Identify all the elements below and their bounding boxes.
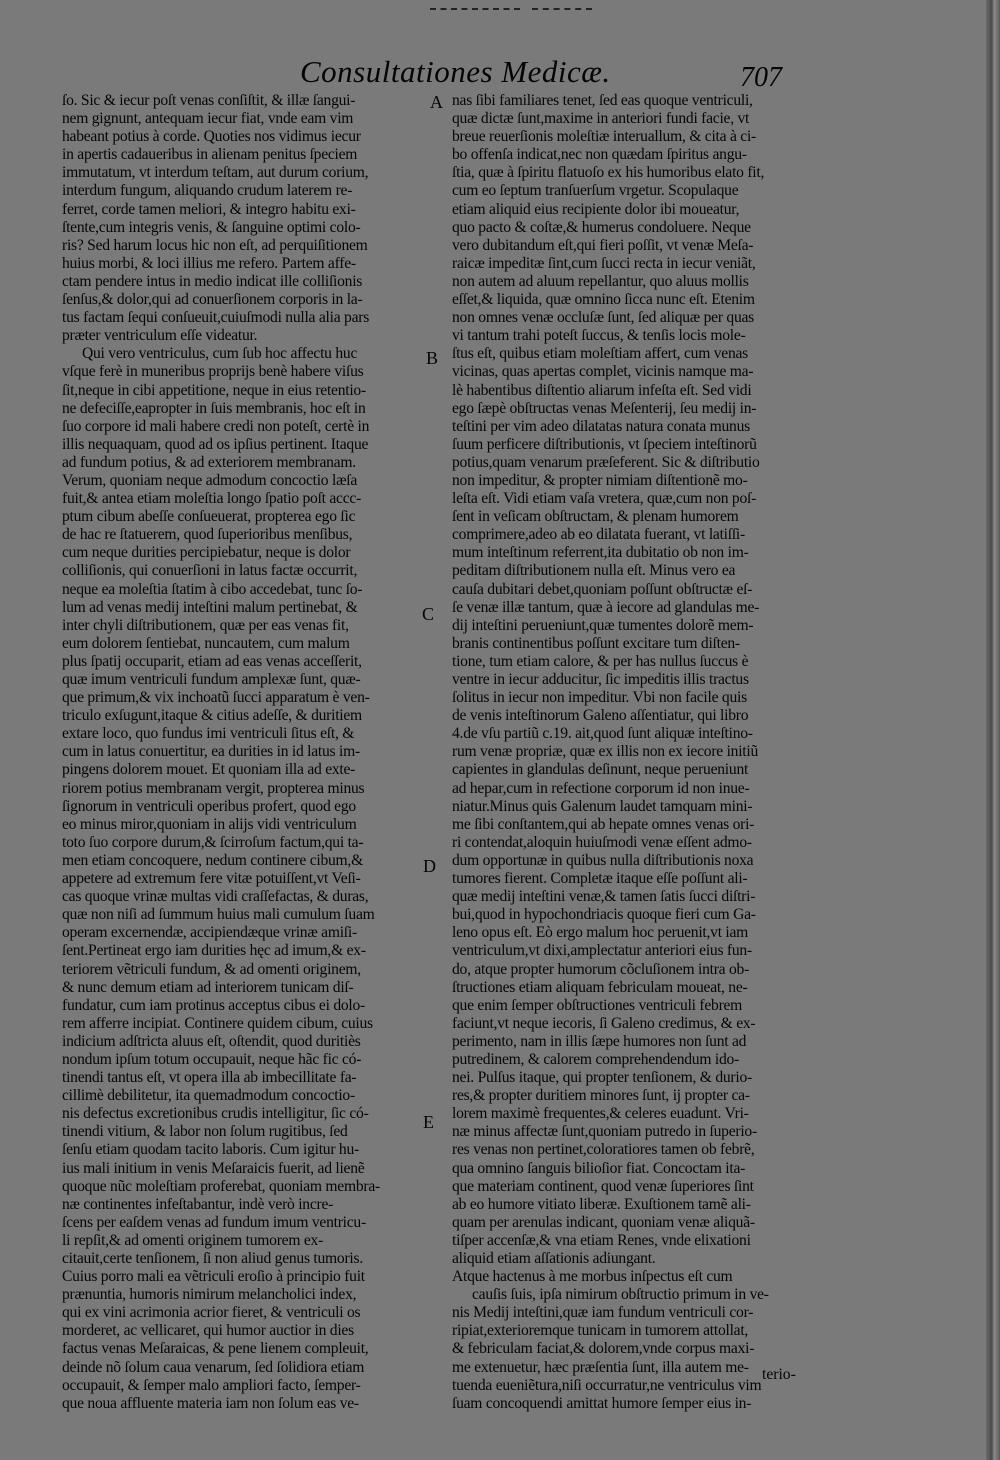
text-line: que enim ſemper obſtructiones ventriculi febrem bbox=[452, 996, 743, 1014]
text-line: ſignorum in ventriculi operibus profert, quod ego bbox=[62, 797, 356, 815]
page-number: 707 bbox=[740, 62, 782, 93]
text-line: rem afferre incipiat. Continere quidem cibum, cuius bbox=[62, 1014, 373, 1032]
text-line: indicium adſtricta aluus eſt, oſtendit, quod duritiès bbox=[62, 1032, 361, 1050]
text-line: cum in latus conuertitur, ea durities in id latus im- bbox=[62, 743, 360, 761]
text-line: tinendi vitium, & labor non ſolum rugitibus, ſed bbox=[62, 1123, 348, 1141]
text-line: lorem maximè frequentes,& celeres euadunt. Vri- bbox=[452, 1105, 749, 1123]
text-line: Cuius porro mali ea vẽtriculi eroſio à principio fuit bbox=[62, 1268, 365, 1286]
text-line: quam per arenulas indicant, quoniam venæ aliquã- bbox=[452, 1213, 755, 1231]
text-line: interdum fungum, aliquando crudum laterem re- bbox=[62, 182, 353, 200]
text-line: riorem potius membranam vergit, propterea minus bbox=[62, 779, 365, 797]
text-line: habeant potius à corde. Quoties nos vidimus iecur bbox=[62, 128, 361, 146]
text-line: ad hepar,cum in refectione corporum id non inue- bbox=[452, 779, 750, 797]
text-line: ego ſæpè obſtructas venas Meſenterij, ſeu medij in- bbox=[452, 399, 757, 417]
text-line: li repſit,& ad omenti originem tumorem ex- bbox=[62, 1231, 324, 1249]
text-line: de hac re ſtatuerem, quod ſuperioribus menſibus, bbox=[62, 526, 353, 544]
text-line: leno opus eſt. Eò ergo malum hoc peruenit,vt iam bbox=[452, 924, 749, 942]
text-line: prænuntia, humoris nimirum melancholici index, bbox=[62, 1286, 357, 1304]
text-line: lum ad venas medij inteſtini malum pertinebat, & bbox=[62, 598, 358, 616]
text-line: ſolitus in iecur non impeditur. Vbi non facile quis bbox=[452, 689, 747, 707]
text-line: quæ imum ventriculi fundum amplexæ ſunt, quæ- bbox=[62, 671, 361, 688]
text-line: illis nequaquam, quod ad os ipſius pertinent. Itaque bbox=[62, 435, 369, 453]
text-line: do, atque propter humorum cõcluſionem intra ob- bbox=[452, 960, 750, 978]
text-line: me ſibi conſtantem,qui ab hepate omnes venas ori- bbox=[452, 815, 755, 833]
text-line: men etiam concoquere, nedum continere cibum,& bbox=[62, 851, 363, 869]
text-line: teriorem vẽtriculi fundum, & ad omenti originem, bbox=[62, 960, 361, 978]
text-line: rum venæ propriæ, quæ ex illis non ex iecore initiũ bbox=[452, 743, 759, 761]
text-line: ad fundum potius, & ad exteriorem membranam. bbox=[62, 453, 356, 471]
text-line: me extenuetur, hæc præſentia ſunt, illa autem me- bbox=[452, 1358, 749, 1376]
text-line: eum dolorem ſentiebat, nuncautem, cum malum bbox=[62, 634, 350, 652]
text-line: morderet, ac vellicaret, qui humor auctior in dies bbox=[62, 1322, 354, 1340]
text-line: ſtus eſt, quibus etiam moleſtiam affert, cum venas bbox=[452, 345, 748, 363]
text-line: ſtructiones etiam aliquam febriculam moueat, ne- bbox=[452, 978, 748, 996]
text-line: quæ non niſi ad ſummum huius mali cumulum ſuam bbox=[62, 906, 375, 924]
page-top-edge-mark-2 bbox=[532, 8, 592, 12]
text-line: Qui vero ventriculus, cum ſub hoc affectu huc bbox=[82, 345, 358, 363]
text-line: plus ſpatij occuparit, etiam ad eas venas acceſſerit, bbox=[62, 652, 362, 670]
text-line: ris? Sed harum locus hic non eſt, ad perquiſitionem bbox=[62, 236, 368, 254]
text-line: ſuum perficere diſtributionis, vt ſpeciem inteſtinorũ bbox=[452, 435, 757, 453]
text-line: ripiat,exterioremque tunicam in tumorem attollat, bbox=[452, 1322, 749, 1340]
text-line: vicinas, quas apertas complet, vicinis namque ma- bbox=[452, 363, 754, 381]
text-line: cum neque durities percipiebatur, neque is dolor bbox=[62, 544, 351, 562]
binding-edge bbox=[986, 0, 1000, 1460]
text-line: res,& propter duritiem minores ſunt, ij propter ca- bbox=[452, 1087, 750, 1105]
text-line: tiſper accenſæ,& vna etiam Renes, vnde elixationi bbox=[452, 1231, 751, 1249]
text-line: breue reuerſionis moleſtiæ interuallum, & cita à ci- bbox=[452, 128, 756, 146]
text-line: ſent.Pertineat ergo iam durities hęc ad imum,& ex- bbox=[62, 942, 366, 960]
text-line: ventriculum,vt dixi,amplectatur anteriori eius fun- bbox=[452, 942, 752, 960]
text-line: ſtia, quæ à ſpiritu flatuoſo ex his humoribus elato fit, bbox=[452, 164, 765, 182]
text-line: & nunc demum etiam ad interiorem tunicam diſ- bbox=[62, 978, 354, 996]
text-line: 4.de vſu partiũ c.19. ait,quod ſunt aliquæ inteſtino- bbox=[452, 725, 753, 743]
text-line: tumores fierent. Completæ itaque eſſe poſſunt ali- bbox=[452, 870, 748, 888]
text-line: cas quoque vrinæ multas vidi craſſefactas, & duras, bbox=[62, 888, 369, 906]
text-line: niatur.Minus quis Galenum laudet tamquam mini- bbox=[452, 797, 753, 815]
text-line: inter chyli diſtributionem, quæ per eas venas fit, bbox=[62, 616, 349, 634]
text-line: operam excernendæ, accipiendæque vrinæ amiſi- bbox=[62, 924, 357, 942]
text-line: quæ medij inteſtini venæ,& tamen ſatis ſucci diſtri- bbox=[452, 888, 756, 906]
text-line: ab eo humore vitiato liberæ. Exuſtionem tamẽ ali- bbox=[452, 1195, 751, 1213]
text-line: raicæ impeditæ ſint,cum ſucci recta in iecur veniãt, bbox=[452, 254, 756, 272]
text-line: nis defectus excretionibus crudis intelligitur, ſic có- bbox=[62, 1105, 369, 1123]
text-line: ſtente,cum integris venis, & ſanguine optimi colo- bbox=[62, 218, 361, 236]
text-line: occupauit, & ſemper malo ampliori facto, ſemper- bbox=[62, 1376, 361, 1394]
text-line: ſenſus,& dolor,qui ad conuerſionem corporis in la- bbox=[62, 291, 363, 309]
text-line: que noua affluente materia iam non ſolum eas ve- bbox=[62, 1394, 359, 1412]
page-top-edge-mark bbox=[430, 8, 520, 12]
text-line: eſſet,& liquida, quæ omnino ſicca nunc eſt. Etenim bbox=[452, 291, 755, 309]
text-line: appetere ad extremum fere vitæ potuiſſent,vt Veſi- bbox=[62, 870, 361, 888]
text-line: nas ſibi familiares tenet, ſed eas quoque ventriculi, bbox=[452, 92, 753, 109]
text-line: Atque hactenus à me morbus inſpectus eſt cum bbox=[452, 1268, 733, 1286]
text-line: ne defeciſſe,eapropter in ſuis membranis, hoc eſt in bbox=[62, 399, 366, 417]
text-line: ſuam concoquendi amittat humore ſemper eius in- bbox=[452, 1394, 752, 1412]
text-line: teſtini per vim adeo dilatatas natura conata munus bbox=[452, 417, 750, 435]
margin-marker-b: B bbox=[426, 348, 439, 368]
text-line: huius morbi, & loci illius me refero. Partem affe- bbox=[62, 254, 356, 272]
text-line: næ continentes infeſtabantur, indè verò incre- bbox=[62, 1195, 334, 1213]
text-line: aliquid etiam aſſationis adiungant. bbox=[452, 1250, 656, 1267]
text-line: cauſis ſuis, ipſa nimirum obſtructio primum in ve- bbox=[472, 1286, 769, 1304]
text-line: neque ea moleſtia ſtatim à cibo accedebat, tunc ſo- bbox=[62, 580, 363, 598]
text-line: nei. Pulſus itaque, qui propter tenſionem, & durio- bbox=[452, 1069, 752, 1087]
text-line: quæ dictæ ſunt,maxime in anteriori fundi facie, vt bbox=[452, 110, 750, 128]
text-line: cillimè debilitetur, ita quemadmodum concoctio- bbox=[62, 1087, 355, 1105]
text-line: nis Medij inteſtini,quæ iam fundum ventriculi cor- bbox=[452, 1304, 754, 1322]
text-line: ius mali initium in venis Meſaraicis fuerit, ad lienẽ bbox=[62, 1159, 365, 1177]
text-line: triculo exſugunt,itaque & citius adeſſe, & duritiem bbox=[62, 707, 362, 725]
text-line: extare loco, quo fundus imi ventriculi ſitus eſt, & bbox=[62, 725, 355, 743]
text-line: cum eo ſeptum tranſuerſum vrgetur. Scopulaque bbox=[452, 182, 739, 200]
text-line: & febriculam faciat,& dolorem,vnde corpus maxi- bbox=[452, 1340, 755, 1358]
text-line: non impeditur, & propter nimiam diſtentionẽ mo- bbox=[452, 471, 748, 489]
text-line: pingens dolorem mouet. Et quoniam illa ad exte- bbox=[62, 761, 356, 779]
text-line: tus factam ſequi conſueuit,cuiuſmodi nulla alia pars bbox=[62, 309, 370, 327]
text-line: vſque ferè in muneribus proprijs benè habere viſus bbox=[62, 363, 364, 381]
margin-marker-d: D bbox=[423, 856, 436, 876]
text-line: ſo. Sic & iecur poſt venas conſiſtit, & illæ ſangui- bbox=[62, 92, 356, 109]
text-line: bui,quod in hypochondriacis quoque fieri cum Ga- bbox=[452, 906, 756, 924]
margin-marker-a: A bbox=[430, 92, 443, 112]
text-line: faciunt,vt neque iecoris, ſi Galeno credimus, & ex- bbox=[452, 1014, 756, 1032]
text-line: ſenſu etiam quodam tacito laboris. Cum igitur hu- bbox=[62, 1141, 359, 1159]
text-line: comprimere,adeo ab eo dilatata fuerant, vt latiſſi- bbox=[452, 526, 745, 544]
text-line: ctam pendere intus in medio indicat ille colliſionis bbox=[62, 272, 363, 290]
text-line: ſcens per eaſdem venas ad fundum imum ventricu- bbox=[62, 1213, 366, 1231]
text-line: etiam aliquid eius recipiente dolor ibi moueatur, bbox=[452, 200, 740, 218]
text-line: de venis inteſtinorum Galeno aſſentiatur, qui libro bbox=[452, 707, 749, 725]
text-line: ſe venæ illæ tantum, quæ à iecore ad glandulas me- bbox=[452, 598, 760, 616]
left-text-column bbox=[62, 92, 422, 1413]
text-line: qua omnino ſanguis bilioſior fiat. Concoctam ita- bbox=[452, 1159, 746, 1177]
text-line: fundatur, cum iam protinus acceptus cibus ei dolo- bbox=[62, 996, 365, 1014]
text-line: res venas non pertinet,coloratiores tamen ob febrẽ, bbox=[452, 1141, 755, 1159]
text-line: nondum ipſum totum occupauit, neque hãc fic có- bbox=[62, 1050, 362, 1068]
text-line: non autem ad aluum repellantur, quo aluus mollis bbox=[452, 272, 749, 290]
text-line: tione, tum etiam calore, & per has nullus ſuccus è bbox=[452, 652, 749, 670]
text-line: leſta eſt. Vidi etiam vaſa vreterа, quæ,cum non poſ- bbox=[452, 490, 757, 508]
text-line: Verum, quoniam neque admodum concoctio læſa bbox=[62, 471, 357, 489]
text-line: præter ventriculum eſſe videatur. bbox=[62, 327, 258, 345]
text-line: potius,quam venarum præſeferent. Sic & diſtributio bbox=[452, 453, 760, 471]
text-line: ſuo corpore id mali habere credi non poteſt, certè in bbox=[62, 417, 370, 435]
text-line: lè habentibus diſtentio aliarum infeſta eſt. Sed vidi bbox=[452, 381, 752, 399]
text-line: peditam diſtributionem nulla eſt. Minus vero ea bbox=[452, 562, 736, 580]
text-line: colliſionis, qui conuerſioni in latus factæ occurrit, bbox=[62, 562, 358, 580]
text-line: que materiam continent, quod venæ ſuperiores ſint bbox=[452, 1177, 754, 1195]
text-line: que primum,& vix inchoatũ ſucci apparatum è ven- bbox=[62, 689, 370, 707]
text-line: in apertis cadaueribus in alienam penitus ſpeciem bbox=[62, 146, 358, 164]
text-line: quoque nũc moleſtiam proferebat, quoniam membra- bbox=[62, 1177, 380, 1195]
text-line: cauſa dubitari debet,quoniam poſſunt obſtructæ eſ- bbox=[452, 580, 753, 598]
text-line: deinde nõ ſolum caua venarum, ſed ſolidiora etiam bbox=[62, 1358, 365, 1376]
catchword: terio- bbox=[762, 1366, 796, 1383]
text-line: factus venas Meſaraicas, & pene lienem compleuit, bbox=[62, 1340, 369, 1358]
text-line: fuit,& antea etiam moleſtia longo ſpatio poſt accc- bbox=[62, 490, 362, 508]
margin-marker-c: C bbox=[422, 604, 435, 624]
text-line: perimento, nam in illis ſæpe humores non ſunt ad bbox=[452, 1032, 747, 1050]
text-line: ptum cibum abeſſe conſueuerat, propterea ego ſic bbox=[62, 508, 356, 526]
text-line: dum opportunæ in quibus nulla diſtributionis noxa bbox=[452, 851, 754, 869]
text-line: putredinem, & calorem comprehendendum ido- bbox=[452, 1050, 739, 1068]
text-line: capientes in glandulas deſinunt, neque perueniunt bbox=[452, 761, 749, 779]
text-line: eo minus miror,quoniam in alijs vidi ventriculum bbox=[62, 815, 357, 833]
text-line: immutatum, vt interdum teſtam, aut durum corium, bbox=[62, 164, 369, 182]
text-line: tuenda eueniẽtura,niſi occurratur,ne ventriculus vim bbox=[452, 1376, 762, 1394]
text-line: ferret, corde tamen meliori, & integro habitu exi- bbox=[62, 200, 356, 218]
text-line: non omnes venæ occluſæ ſunt, ſed aliquæ per quas bbox=[452, 309, 754, 327]
text-line: nem gignunt, antequam iecur fiat, vnde eam vim bbox=[62, 110, 354, 128]
text-line: toto ſuo corpore durum,& ſcirroſum factum,qui ta- bbox=[62, 833, 364, 851]
text-line: ventre in iecur adducitur, ſic impeditis illis tractus bbox=[452, 671, 749, 688]
text-line: vero dubitandum eſt,qui fieri poſſit, vt venæ Meſa- bbox=[452, 236, 754, 254]
text-line: vi tantum trahi poteſt ſuccus, & tenſis locis mole- bbox=[452, 327, 746, 345]
text-line: mum inteſtinum referrent,ita dubitatio ob non im- bbox=[452, 544, 749, 562]
text-line: qui ex vini acrimonia acrior fieret, & ventriculi os bbox=[62, 1304, 361, 1322]
text-line: ri contendat,aloquin huiuſmodi venæ eſſent admo- bbox=[452, 833, 752, 851]
text-line: tinendi tantus eſt, vt opera illa ab imbecillitate fa- bbox=[62, 1069, 357, 1087]
margin-marker-e: E bbox=[423, 1112, 434, 1132]
right-text-column bbox=[452, 92, 812, 1413]
text-line: ſit,neque in cibi appetitione, neque in eius retentio- bbox=[62, 381, 366, 399]
text-line: citauit,certe tenſionem, ſi non aliud genus tumoris. bbox=[62, 1250, 363, 1267]
text-line: quo pacto & coſtæ,& humerus condoluere. Neque bbox=[452, 218, 751, 236]
text-line: ſent in veſicam obſtructam, & plenam humorem bbox=[452, 508, 739, 526]
running-title: Consultationes Medicæ. bbox=[300, 54, 611, 89]
text-line: bo offenſa indicat,nec non quædam ſpiritus angu- bbox=[452, 146, 747, 164]
text-line: næ minus affectæ ſunt,quoniam putredo in ſuperio- bbox=[452, 1123, 757, 1141]
text-line: branis continentibus poſſunt excitare tum diſten- bbox=[452, 634, 740, 652]
text-line: dij inteſtini perueniunt,quæ tumentes dolorẽ mem- bbox=[452, 616, 754, 634]
